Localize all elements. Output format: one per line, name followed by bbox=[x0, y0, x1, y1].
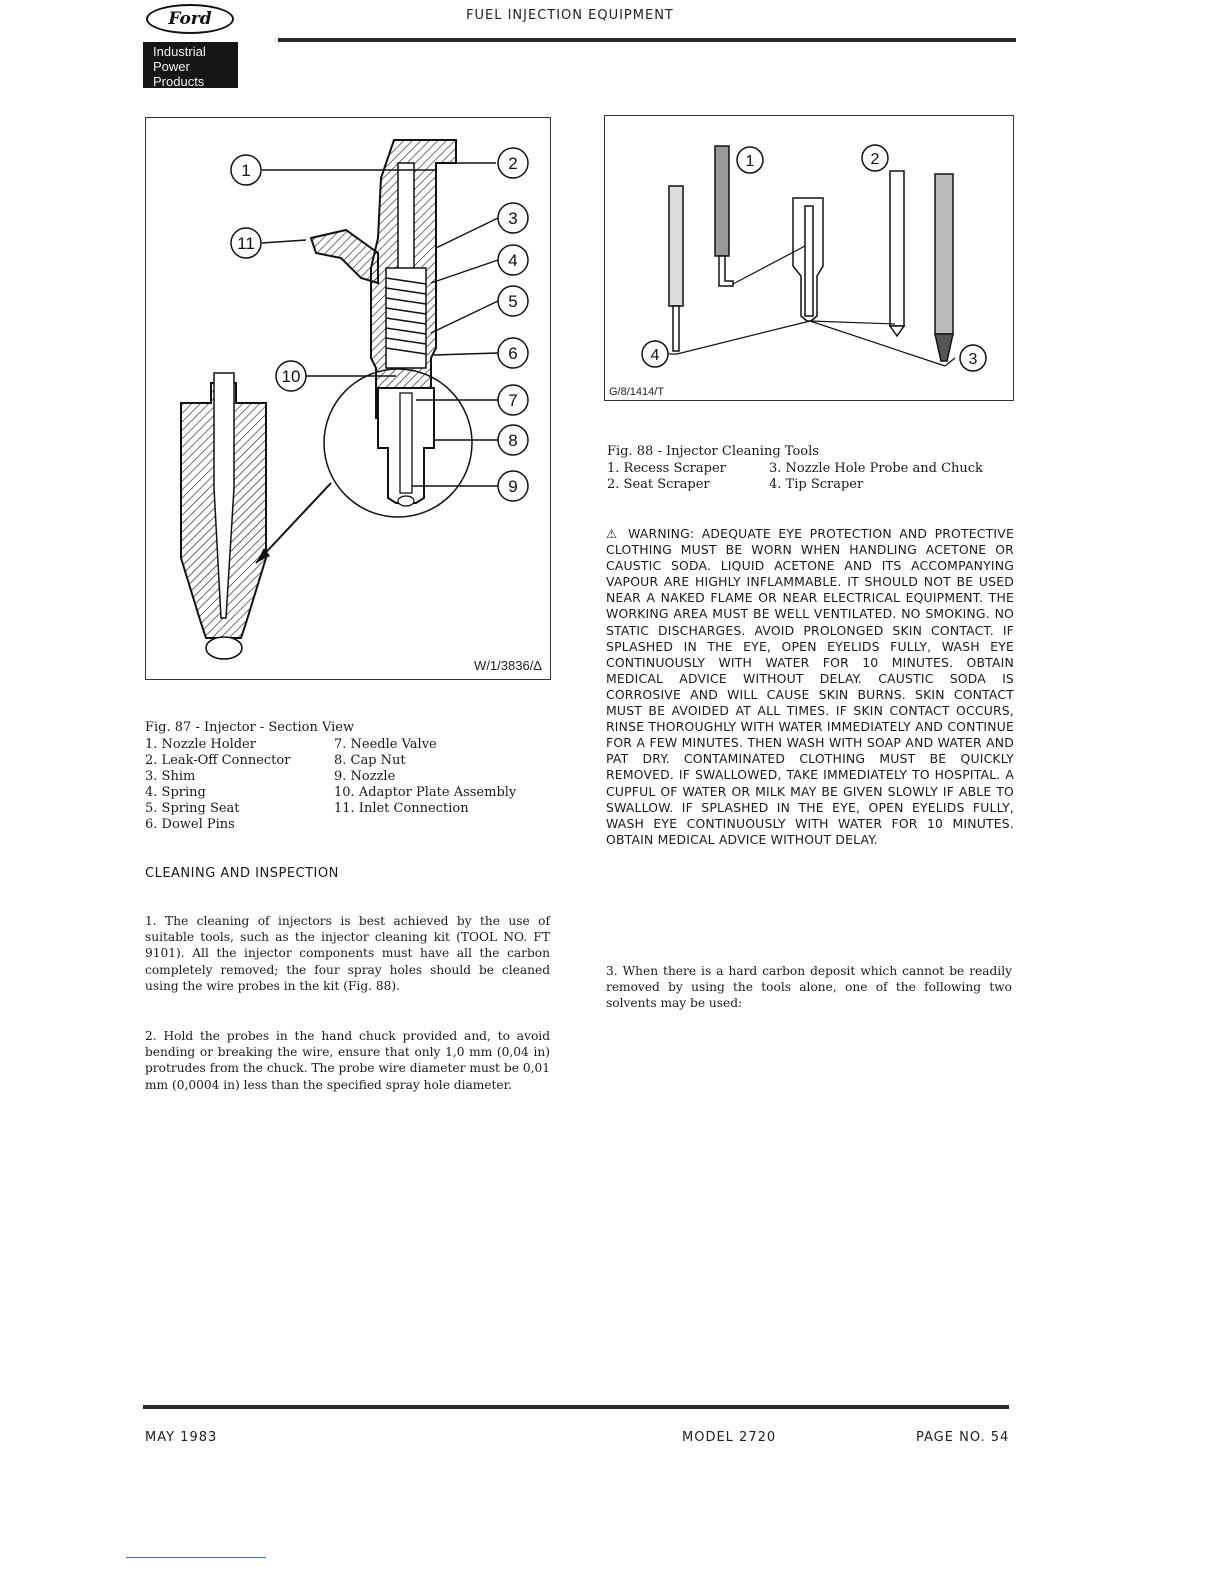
callout-88-3: 3 bbox=[968, 351, 978, 368]
callout-87-11: 11 bbox=[237, 234, 255, 253]
footer-model: MODEL 2720 bbox=[682, 1430, 777, 1445]
legend-87-item-3: 3. Shim bbox=[145, 769, 196, 784]
figure-88-cleaning-tools bbox=[604, 115, 1014, 401]
cleaning-tools-drawing bbox=[605, 116, 1015, 402]
page-header-title: FUEL INJECTION EQUIPMENT bbox=[466, 8, 674, 23]
division-line-3: Products bbox=[153, 74, 205, 89]
figure-88-ref-code: G/8/1414/T bbox=[609, 386, 665, 398]
legend-88-item-4: 4. Tip Scraper bbox=[769, 477, 864, 492]
legend-88-item-2: 2. Seat Scraper bbox=[607, 477, 710, 492]
figure-88-legend-left bbox=[607, 461, 767, 493]
paragraph-1: 1. The cleaning of injectors is best achieved by the use of suitable tools, such as the injector cleaning kit (TOOL NO. FT 9101). All the injector components must have all the carbon completely removed; the four spray holes should be cleaned using the wire probes in the kit (Fig. 88). bbox=[145, 914, 550, 993]
division-block bbox=[143, 42, 238, 88]
section-heading: CLEANING AND INSPECTION bbox=[145, 866, 339, 881]
callout-87-9: 9 bbox=[508, 477, 518, 496]
figure-87-ref-code: W/1/3836/Δ bbox=[474, 658, 542, 673]
legend-87-item-4: 4. Spring bbox=[145, 785, 206, 800]
legend-87-item-7: 7. Needle Valve bbox=[334, 737, 437, 752]
warning-block bbox=[606, 526, 1014, 848]
figure-87-legend-left bbox=[145, 737, 335, 833]
legend-87-item-10: 10. Adaptor Plate Assembly bbox=[334, 785, 517, 800]
legend-87-item-11: 11. Inlet Connection bbox=[334, 801, 469, 816]
callout-88-2: 2 bbox=[870, 151, 880, 168]
ford-industrial-logo bbox=[143, 2, 238, 88]
callout-87-8: 8 bbox=[508, 431, 518, 450]
paragraph-3: 3. When there is a hard carbon deposit which cannot be readily removed by using the tools alone, one of the following two solvents may be used: bbox=[606, 964, 1012, 1011]
callout-87-5: 5 bbox=[508, 292, 518, 311]
warning-text: WARNING: ADEQUATE EYE PROTECTION AND PROTECTIVE CLOTHING MUST BE WORN WHEN HANDLING ACETONE OR CAUSTIC SODA. LIQUID ACETONE AND ITS ACCOMPANYING VAPOUR ARE HIGHLY INFLAMMABLE. IT SHOULD NOT BE USED NEAR A NAKED FLAME OR NEAR ELECTRICAL EQUIPMENT. THE WORKING AREA MUST BE WELL VENTILATED. NO SMOKING. NO STATIC DISCHARGES. AVOID PROLONGED SKIN CONTACT. IF SPLASHED IN THE EYE, OPEN EYELIDS FULLY, WASH EYE CONTINUOUSLY WITH WATER FOR 10 MINUTES. OBTAIN MEDICAL ADVICE WITHOUT DELAY. CAUSTIC SODA IS CORROSIVE AND WILL CAUSE SKIN BURNS. SKIN CONTACT MUST BE AVOIDED AT ALL TIMES. IF SKIN CONTACT OCCURS, RINSE THOROUGHLY WITH WATER IMMEDIATELY AND CONTINUE FOR A FEW MINUTES. THEN WASH WITH SOAP AND WATER AND PAT DRY. CONTAMINATED CLOTHING MUST BE QUICKLY REMOVED. IF SWALLOWED, TAKE IMMEDIATELY TO HOSPITAL. A CUPFUL OF WATER OR MILK MAY BE GIVEN SLOWLY IF ABLE TO SWALLOW. IF SPLASHED IN THE EYE, OPEN EYELIDS FULLY, WASH EYE CONTINUOUSLY WITH WATER FOR 10 MINUTES. OBTAIN MEDICAL ADVICE WITHOUT DELAY. bbox=[606, 526, 1014, 847]
inlet-connection bbox=[311, 230, 378, 283]
callout-88-4: 4 bbox=[650, 347, 660, 364]
bottom-edge-line bbox=[126, 1557, 266, 1558]
legend-87-item-5: 5. Spring Seat bbox=[145, 801, 240, 816]
callout-87-4: 4 bbox=[508, 251, 518, 270]
footer-rule bbox=[143, 1405, 1009, 1409]
footer-date: MAY 1983 bbox=[145, 1430, 218, 1445]
callout-87-1: 1 bbox=[241, 161, 251, 180]
header-rule bbox=[278, 38, 1016, 42]
division-line-2: Power bbox=[153, 59, 190, 74]
legend-87-item-2: 2. Leak-Off Connector bbox=[145, 753, 291, 768]
figure-87-caption: Fig. 87 - Injector - Section View bbox=[145, 720, 355, 735]
ford-logo-oval: Ford bbox=[146, 4, 234, 34]
figure-87-injector-section bbox=[145, 117, 551, 680]
figure-87-legend-right bbox=[334, 737, 554, 817]
callout-87-2: 2 bbox=[508, 154, 518, 173]
callout-87-6: 6 bbox=[508, 344, 518, 363]
footer-page-number: PAGE NO. 54 bbox=[916, 1430, 1010, 1445]
legend-87-item-6: 6. Dowel Pins bbox=[145, 817, 235, 832]
warning-icon: ⚠ bbox=[606, 526, 621, 541]
legend-87-item-1: 1. Nozzle Holder bbox=[145, 737, 256, 752]
paragraph-2: 2. Hold the probes in the hand chuck provided and, to avoid bending or breaking the wire, ensure that only 1,0 mm (0,04 in) protrudes from the chuck. The probe wire diameter must be 0,01 mm (0,0004 in) less than the specified spray hole diameter. bbox=[145, 1029, 550, 1092]
figure-88-caption: Fig. 88 - Injector Cleaning Tools bbox=[607, 444, 819, 459]
callout-87-7: 7 bbox=[508, 391, 518, 410]
legend-87-item-9: 9. Nozzle bbox=[334, 769, 396, 784]
legend-88-item-3: 3. Nozzle Hole Probe and Chuck bbox=[769, 461, 983, 476]
callout-87-3: 3 bbox=[508, 209, 518, 228]
injector-section-drawing bbox=[146, 118, 552, 681]
callout-87-10: 10 bbox=[281, 367, 301, 386]
legend-88-item-1: 1. Recess Scraper bbox=[607, 461, 726, 476]
callout-88-1: 1 bbox=[745, 153, 755, 170]
figure-88-legend-right bbox=[769, 461, 1009, 493]
legend-87-item-8: 8. Cap Nut bbox=[334, 753, 406, 768]
division-line-1: Industrial bbox=[153, 44, 206, 59]
